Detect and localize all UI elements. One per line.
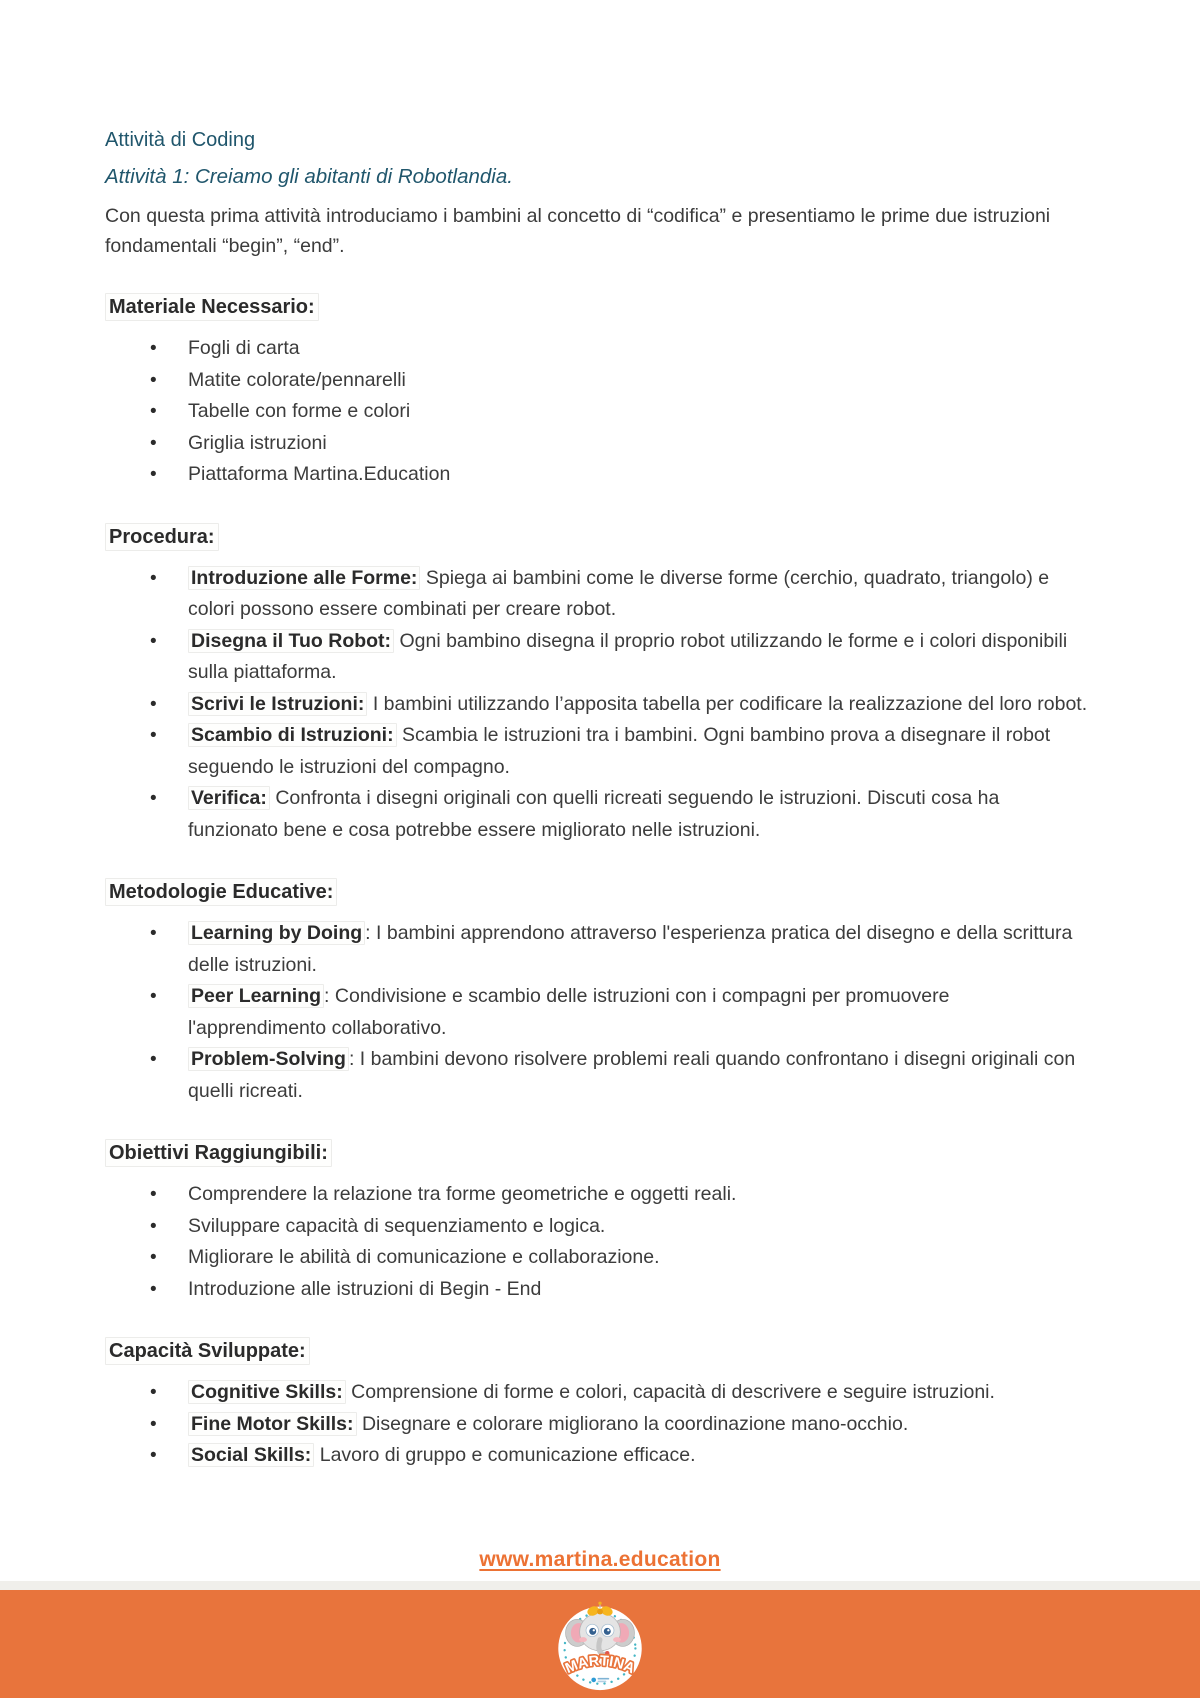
- item-lead: Peer Learning: [188, 984, 324, 1008]
- list-procedura: [105, 563, 1095, 847]
- item-text: I bambini apprendono attraverso l'esperienza pratica del disegno e della scrittura delle istruzioni.: [188, 922, 1073, 976]
- footer-divider: [0, 1581, 1200, 1590]
- list-item: [188, 689, 1093, 721]
- item-separator: :: [348, 1048, 360, 1070]
- list-item: [188, 981, 1093, 1044]
- item-text: Piattaforma Martina.Education: [188, 463, 451, 485]
- item-lead: Verifica:: [188, 786, 270, 810]
- list-materiale-necessario: [105, 333, 1095, 491]
- list-item: [188, 428, 1093, 460]
- item-lead: Social Skills:: [188, 1443, 314, 1467]
- item-lead: Disegna il Tuo Robot:: [188, 629, 394, 653]
- list-item: [188, 1242, 1093, 1274]
- item-text: Confronta i disegni originali con quelli ricreati seguendo le istruzioni. Discuti cosa ha funzionato bene e cosa potrebbe essere migliorato nelle istruzioni.: [188, 787, 1000, 841]
- item-text: I bambini utilizzando l’apposita tabella per codificare la realizzazione del loro robot.: [372, 692, 1088, 715]
- item-text: Matite colorate/pennarelli: [188, 368, 406, 391]
- list-item: [188, 1274, 1093, 1306]
- item-text: Comprensione di forme e colori, capacità di descrivere e seguire istruzioni.: [351, 1381, 995, 1403]
- item-text: Migliorare le abilità di comunicazione e collaborazione.: [188, 1246, 660, 1268]
- item-lead: Fine Motor Skills:: [188, 1412, 357, 1436]
- item-lead: Introduzione alle Forme:: [188, 566, 420, 590]
- page-title: Attività di Coding: [105, 129, 256, 151]
- list-obiettivi-raggiungibili: [105, 1179, 1095, 1305]
- list-item: [188, 1440, 1093, 1472]
- item-lead: Scrivi le Istruzioni:: [188, 692, 367, 716]
- list-item: [188, 563, 1093, 626]
- item-text: Fogli di carta: [188, 337, 300, 359]
- item-text: Griglia istruzioni: [188, 431, 327, 454]
- list-item: [188, 1409, 1093, 1441]
- intro-paragraph: Con questa prima attività introduciamo i bambini al concetto di “codifica” e presentiamo le prime due istruzioni fondamentali “begin”, “end”.: [105, 205, 1051, 257]
- list-item: [188, 1211, 1093, 1243]
- section-heading-metodologie-educative: Metodologie Educative:: [105, 878, 337, 906]
- list-item: [188, 333, 1093, 365]
- list-item: [188, 918, 1093, 981]
- item-lead: Scambio di Istruzioni:: [188, 723, 397, 747]
- section-heading-capacita-sviluppate: Capacità Sviluppate:: [105, 1337, 310, 1365]
- item-text: I bambini devono risolvere problemi reali quando confrontano i disegni originali con quelli ricreati.: [188, 1048, 1076, 1102]
- list-item: [188, 459, 1093, 491]
- list-item: [188, 1179, 1093, 1211]
- item-text: Ogni bambino disegna il proprio robot utilizzando le forme e i colori disponibili sulla piattaforma.: [188, 629, 1068, 683]
- item-lead: Cognitive Skills:: [188, 1380, 346, 1404]
- list-item: [188, 783, 1093, 846]
- item-text: Scambia le istruzioni tra i bambini. Ogni bambino prova a disegnare il robot seguendo le istruzioni del compagno.: [188, 724, 1051, 778]
- section-heading-procedura: Procedura:: [105, 523, 219, 551]
- list-item: [188, 396, 1093, 428]
- item-text: Comprendere la relazione tra forme geometriche e oggetti reali.: [188, 1183, 737, 1205]
- martina-logo-text: MARTINA: [563, 1653, 638, 1678]
- list-item: [188, 720, 1093, 783]
- martina-badge-icon: [550, 1596, 650, 1693]
- sections: [105, 261, 1095, 1472]
- item-separator: :: [365, 922, 377, 944]
- martina-logo: [550, 1596, 650, 1693]
- list-metodologie-educative: [105, 918, 1095, 1107]
- item-lead: Learning by Doing: [188, 921, 365, 945]
- item-text: Condivisione e scambio delle istruzioni con i compagni per promuovere l'apprendimento collaborativo.: [188, 985, 950, 1039]
- item-text: Introduzione alle istruzioni di Begin - End: [188, 1277, 542, 1300]
- footer-band: [0, 1590, 1200, 1698]
- item-text: Spiega ai bambini come le diverse forme (cerchio, quadrato, triangolo) e colori possono essere combinati per creare robot.: [188, 566, 1050, 620]
- list-item: [188, 365, 1093, 397]
- item-text: Sviluppare capacità di sequenziamento e logica.: [188, 1214, 606, 1237]
- list-item: [188, 1044, 1093, 1107]
- footer-link-row: [0, 1548, 1200, 1572]
- section-heading-obiettivi-raggiungibili: Obiettivi Raggiungibili:: [105, 1139, 332, 1167]
- item-text: Lavoro di gruppo e comunicazione efficace.: [319, 1444, 696, 1466]
- item-lead: Problem-Solving: [188, 1047, 349, 1071]
- section-heading-materiale-necessario: Materiale Necessario:: [105, 293, 319, 321]
- item-text: Disegnare e colorare migliorano la coordinazione mano-occhio.: [361, 1412, 909, 1435]
- website-link[interactable]: www.martina.education: [479, 1548, 721, 1571]
- list-item: [188, 1377, 1093, 1409]
- list-capacita-sviluppate: [105, 1377, 1095, 1472]
- item-separator: :: [324, 985, 335, 1007]
- activity-subtitle: Attività 1: Creiamo gli abitanti di Robotlandia.: [105, 165, 513, 188]
- list-item: [188, 626, 1093, 689]
- item-text: Tabelle con forme e colori: [188, 400, 411, 422]
